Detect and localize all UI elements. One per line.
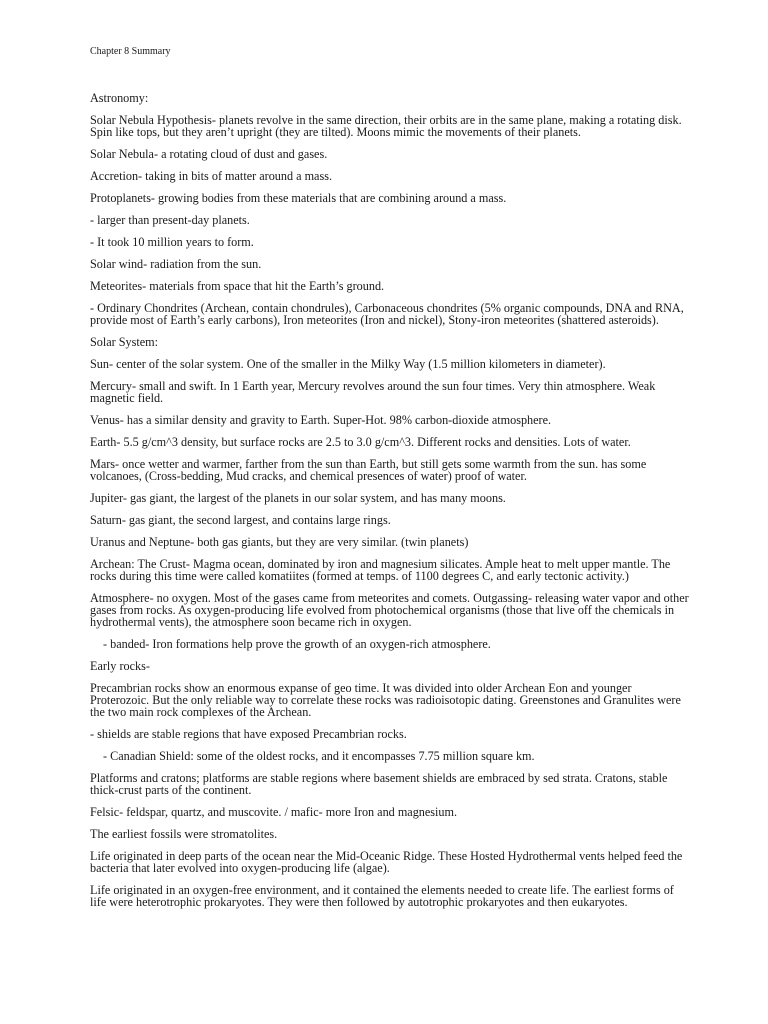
paragraph: Earth- 5.5 g/cm^3 density, but surface rocks are 2.5 to 3.0 g/cm^3. Different rocks and densities. Lots of water. — [90, 435, 631, 449]
paragraph: Life originated in deep parts of the ocean near the Mid-Oceanic Ridge. These Hosted Hydrothermal vents helped feed the bacteria that later evolved into oxygen-producing life (algae). — [90, 849, 683, 875]
paragraph: - Canadian Shield: some of the oldest rocks, and it encompasses 7.75 million square km. — [103, 749, 535, 763]
paragraph: Life originated in an oxygen-free environment, and it contained the elements needed to create life. The earliest forms of life were heterotrophic prokaryotes. They were then followed by autotrophic prokaryotes and then eukaryotes. — [90, 883, 674, 909]
paragraph: Precambrian rocks show an enormous expanse of geo time. It was divided into older Archean Eon and younger Proterozoic. But the only reliable way to correlate these rocks was radioisotopic dating. Greenstones and Granulites were the two main rock complexes of the Archean. — [90, 681, 681, 719]
paragraph: - shields are stable regions that have exposed Precambrian rocks. — [90, 727, 407, 741]
paragraph: Meteorites- materials from space that hit the Earth’s ground. — [90, 279, 385, 293]
paragraph: Solar Nebula Hypothesis- planets revolve in the same direction, their orbits are in the same plane, making a rotating disk. Spin like tops, but they aren’t upright (they are tilted). Moons mimic the movements of their planets. — [90, 113, 682, 139]
paragraph: Solar Nebula- a rotating cloud of dust and gases. — [90, 147, 328, 161]
document-body — [90, 92, 690, 918]
paragraph: Early rocks- — [90, 659, 150, 673]
paragraph: Mercury- small and swift. In 1 Earth year, Mercury revolves around the sun four times. Very thin atmosphere. Weak magnetic field. — [90, 379, 656, 405]
paragraph: Felsic- feldspar, quartz, and muscovite. / mafic- more Iron and magnesium. — [90, 805, 458, 819]
paragraph: - banded- Iron formations help prove the growth of an oxygen-rich atmosphere. — [103, 637, 491, 651]
paragraph: Accretion- taking in bits of matter around a mass. — [90, 169, 332, 183]
paragraph: Sun- center of the solar system. One of the smaller in the Milky Way (1.5 million kilometers in diameter). — [90, 357, 606, 371]
paragraph: Venus- has a similar density and gravity to Earth. Super-Hot. 98% carbon-dioxide atmosphere. — [90, 413, 552, 427]
paragraph: Protoplanets- growing bodies from these materials that are combining around a mass. — [90, 191, 507, 205]
paragraph: The earliest fossils were stromatolites. — [90, 827, 278, 841]
paragraph: Uranus and Neptune- both gas giants, but they are very similar. (twin planets) — [90, 535, 469, 549]
paragraph: Solar System: — [90, 335, 159, 349]
paragraph: Saturn- gas giant, the second largest, and contains large rings. — [90, 513, 391, 527]
paragraph: - It took 10 million years to form. — [90, 235, 254, 249]
paragraph: - Ordinary Chondrites (Archean, contain chondrules), Carbonaceous chondrites (5% organic compounds, DNA and RNA, provide most of Earth’s early carbons), Iron meteorites (Iron and nickel), Stony-iron meteorites (shattered asteroids). — [90, 301, 684, 327]
paragraph: Astronomy: — [90, 91, 149, 105]
paragraph: Atmosphere- no oxygen. Most of the gases came from meteorites and comets. Outgassing- releasing water vapor and other gases from rocks. As oxygen-producing life evolved from photochemical organisms (those that live off the chemicals in hydrothermal vents), the atmosphere soon became rich in oxygen. — [90, 591, 689, 629]
paragraph: - larger than present-day planets. — [90, 213, 250, 227]
paragraph: Jupiter- gas giant, the largest of the planets in our solar system, and has many moons. — [90, 491, 506, 505]
paragraph: Platforms and cratons; platforms are stable regions where basement shields are embraced by sed strata. Cratons, stable thick-crust parts of the continent. — [90, 771, 668, 797]
paragraph: Archean: The Crust- Magma ocean, dominated by iron and magnesium silicates. Ample heat to melt upper mantle. The rocks during this time were called komatiites (formed at temps. of 1100 degrees C, and early tectonic activity.) — [90, 557, 671, 583]
paragraph: Mars- once wetter and warmer, farther from the sun than Earth, but still gets some warmth from the sun. has some volcanoes, (Cross-bedding, Mud cracks, and chemical presences of water) proof of water. — [90, 457, 647, 483]
page-header: Chapter 8 Summary — [90, 46, 171, 57]
paragraph: Solar wind- radiation from the sun. — [90, 257, 262, 271]
